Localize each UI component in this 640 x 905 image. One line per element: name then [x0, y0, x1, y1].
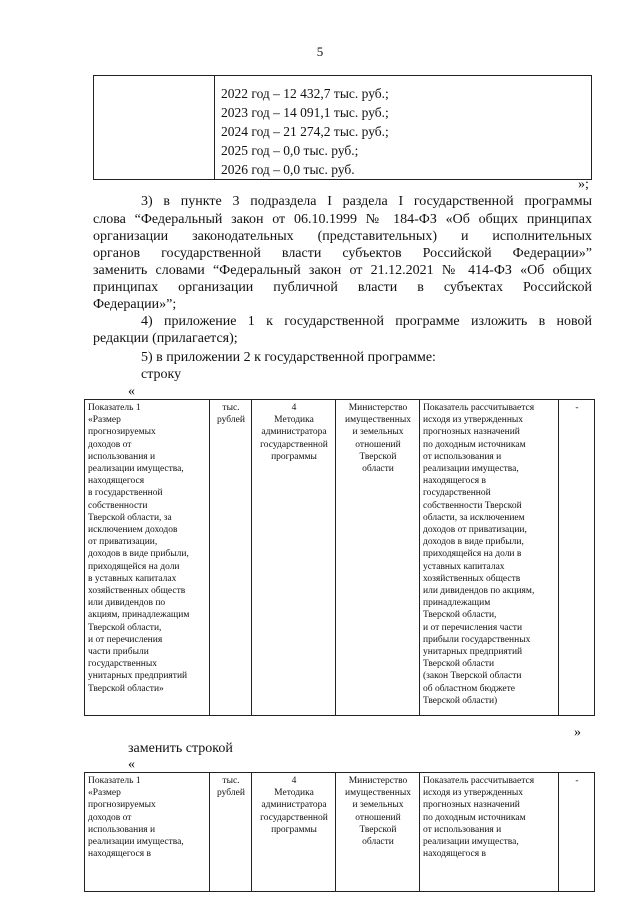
open-quote-1: «: [128, 384, 135, 399]
close-quote-1: »: [574, 725, 581, 740]
old-unit-cell: [210, 400, 252, 716]
old-description-text: Показатель рассчитывается исходя из утвержденных прогнозных назначений по доходным источникам от использования и реализации имущества, находящегося в государственной собственности Тверской области, за исключением доходов от приватизации, доходов в виде прибыли, приходящейся на доли в уставных капиталах хозяйственных обществ или дивидендов по акциям, принадлежащим Тверской области, и от перечисления части прибыли государственных унитарных предприятий Тверской области (закон Тверской области об областном бюджете Тверской области): [423, 403, 535, 706]
item-3-line-5: заменить словами “Федеральный закон от 21.12.2021 № 414-ФЗ «Об общих: [93, 263, 592, 278]
new-description-text: Показатель рассчитывается исходя из утвержденных прогнозных назначений по доходным источникам от использования и реализации имущества, находящегося в: [423, 776, 535, 860]
new-ministry-cell: [336, 773, 420, 892]
funding-row-2025: 2025 год – 0,0 тыс. руб.;: [221, 143, 359, 158]
old-unit-text: тыс. рублей: [217, 403, 245, 426]
old-description-cell: [420, 400, 559, 716]
old-method-text: 4 Методика администратора государственной программы: [260, 403, 328, 462]
funding-row-2026: 2026 год – 0,0 тыс. руб.: [221, 162, 355, 177]
new-dash-cell: [559, 773, 595, 892]
funding-table-values-cell: [215, 76, 592, 180]
item-3-paragraph: [93, 193, 592, 313]
word-line: строку: [141, 367, 182, 382]
item-3-line-3: организации законодательных (представительных) и исполнительных: [93, 229, 592, 244]
funding-table: [93, 75, 592, 180]
old-ministry-text: Министерство имущественных и земельных отношений Тверской области: [345, 403, 411, 475]
item-4-paragraph: [93, 313, 592, 347]
funding-table-empty-cell: [94, 76, 215, 180]
page-number: 5: [316, 44, 324, 59]
old-indicator-text: Показатель 1 «Размер прогнозируемых доходов от использования и реализации имущества, находящегося в государственной собственности Тверской области, за исключением доходов от приватизации, доходов в виде прибыли, приходящейся на доли в уставных капиталах хозяйственных обществ или дивидендов по акциям, принадлежащим Тверской области, и от перечисления части прибыли государственных унитарных предприятий Тверской области»: [88, 403, 190, 694]
close-quote-semicolon: »;: [578, 177, 589, 192]
old-dash-cell: [559, 400, 595, 716]
item-3-line-4: органов государственной власти субъектов Российской Федерации»”: [93, 246, 592, 261]
item-3-line-7: Федерации»”;: [93, 297, 177, 312]
new-method-text: 4 Методика администратора государственной программы: [260, 776, 328, 835]
old-row-table: [84, 399, 595, 716]
new-indicator-text: Показатель 1 «Размер прогнозируемых доходов от использования и реализации имущества, находящегося в: [88, 776, 184, 860]
replace-with-text: заменить строкой: [128, 741, 233, 756]
funding-row-2022: 2022 год – 12 432,7 тыс. руб.;: [221, 86, 389, 101]
old-method-cell: [252, 400, 336, 716]
new-indicator-cell: [85, 773, 210, 892]
old-ministry-cell: [336, 400, 420, 716]
item-3-line-2: слова “Федеральный закон от 06.10.1999 № 184-ФЗ «Об общих принципах: [93, 212, 592, 227]
new-ministry-text: Министерство имущественных и земельных отношений Тверской области: [345, 776, 411, 848]
new-unit-cell: [210, 773, 252, 892]
funding-row-2024: 2024 год – 21 274,2 тыс. руб.;: [221, 124, 389, 139]
old-dash-text: -: [575, 403, 579, 413]
item-4-line-2: редакции (прилагается);: [93, 331, 238, 346]
item-3-line-6: принципах организации публичной власти в субъектах Российской: [93, 280, 592, 295]
item-3-line-1: 3) в пункте 3 подраздела I раздела I государственной программы: [141, 194, 592, 209]
old-indicator-cell: [85, 400, 210, 716]
new-unit-text: тыс. рублей: [217, 776, 245, 799]
funding-row-2023: 2023 год – 14 091,1 тыс. руб.;: [221, 105, 389, 120]
new-method-cell: [252, 773, 336, 892]
item-5-line: 5) в приложении 2 к государственной программе:: [141, 350, 436, 365]
open-quote-2: «: [128, 757, 135, 772]
new-description-cell: [420, 773, 559, 892]
item-4-line-1: 4) приложение 1 к государственной программе изложить в новой: [141, 314, 592, 329]
new-row-table: [84, 772, 595, 892]
new-dash-text: -: [575, 776, 579, 786]
